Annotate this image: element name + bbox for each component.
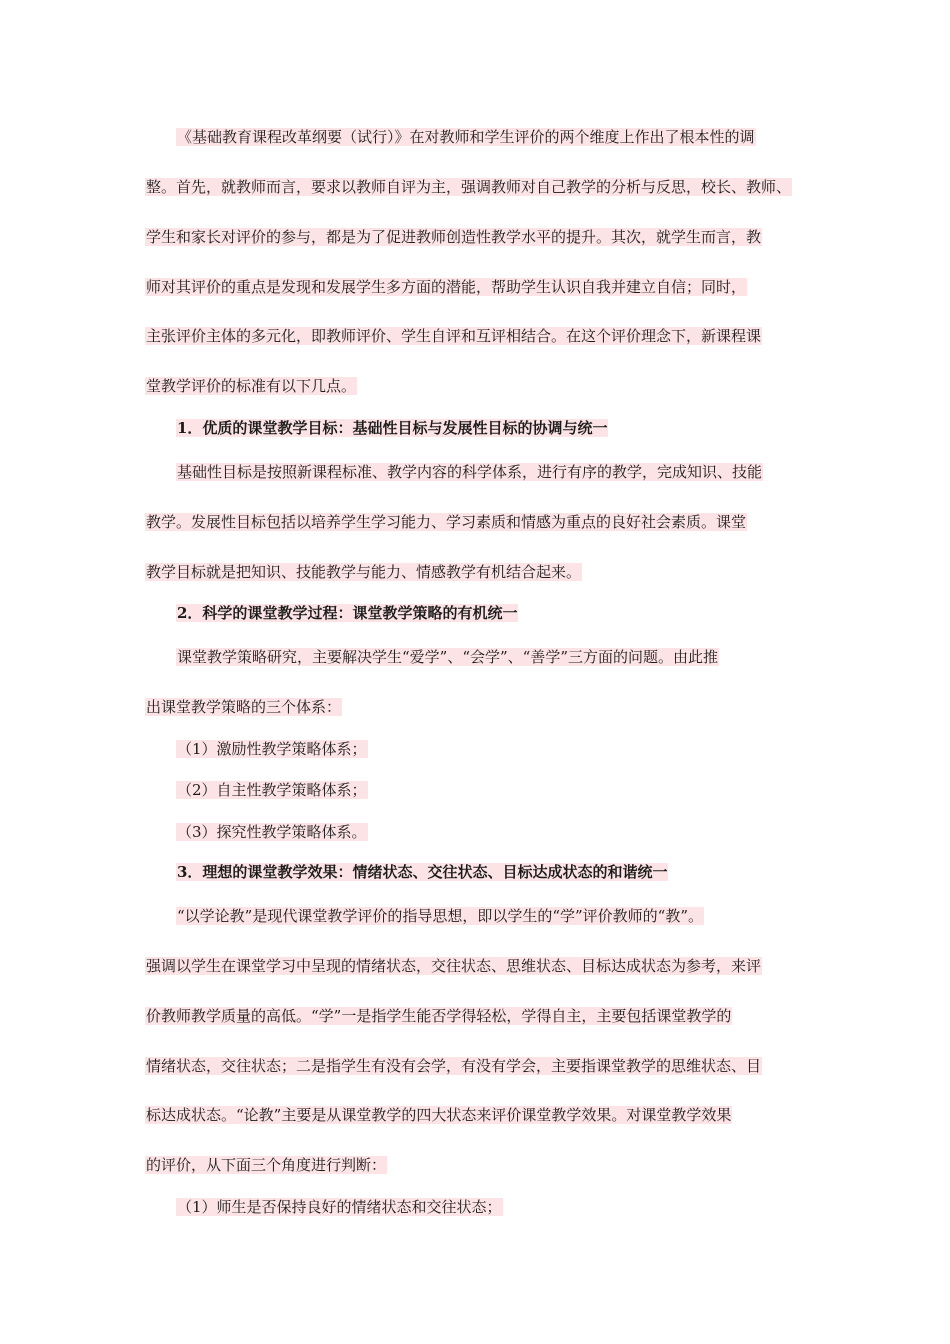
list-item: （2）自主性教学策略体系； [177, 781, 367, 799]
paragraph-line: 强调以学生在课堂学习中呈现的情绪状态，交往状态、思维状态、目标达成状态为参考，来评 [146, 957, 762, 975]
paragraph-line: 出课堂教学策略的三个体系： [146, 698, 342, 716]
list-item: （1）激励性教学策略体系； [177, 740, 367, 758]
paragraph-line: 师对其评价的重点是发现和发展学生多方面的潜能，帮助学生认识自我并建立自信；同时， [146, 278, 747, 296]
paragraph-line: 价教师教学质量的高低。“学”一是指学生能否学得轻松，学得自主，主要包括课堂教学的 [146, 1007, 732, 1025]
list-item: （1）师生是否保持良好的情绪状态和交往状态； [177, 1198, 502, 1216]
paragraph-line: 教学。发展性目标包括以培养学生学习能力、学习素质和情感为重点的良好社会素质。课堂 [146, 513, 747, 531]
section-heading: 3．理想的课堂教学效果：情绪状态、交往状态、目标达成状态的和谐统一 [177, 863, 668, 881]
section-heading: 2．科学的课堂教学过程：课堂教学策略的有机统一 [177, 604, 518, 622]
paragraph-line: “以学论教”是现代课堂教学评价的指导思想，即以学生的“学”评价教师的“教”。 [177, 907, 704, 925]
paragraph-line: 情绪状态，交往状态；二是指学生有没有会学，有没有学会，主要指课堂教学的思维状态、目 [146, 1057, 762, 1075]
section-heading: 1．优质的课堂教学目标：基础性目标与发展性目标的协调与统一 [177, 419, 608, 437]
list-item: （3）探究性教学策略体系。 [177, 823, 367, 841]
paragraph-line: 课堂教学策略研究，主要解决学生“爱学”、“会学”、“善学”三方面的问题。由此推 [177, 648, 719, 666]
paragraph-line: 标达成状态。“论教”主要是从课堂教学的四大状态来评价课堂教学效果。对课堂教学效果 [146, 1106, 732, 1124]
paragraph-line: 教学目标就是把知识、技能教学与能力、情感教学有机结合起来。 [146, 563, 582, 581]
paragraph-line: 堂教学评价的标准有以下几点。 [146, 377, 357, 395]
paragraph-line: 的评价，从下面三个角度进行判断： [146, 1156, 387, 1174]
paragraph-line: 《基础教育课程改革纲要（试行）》在对教师和学生评价的两个维度上作出了根本性的调 [177, 128, 755, 146]
paragraph-line: 整。首先，就教师而言，要求以教师自评为主，强调教师对自己教学的分析与反思，校长、教师、 [146, 178, 792, 196]
paragraph-line: 主张评价主体的多元化，即教师评价、学生自评和互评相结合。在这个评价理念下，新课程课 [146, 327, 762, 345]
paragraph-line: 基础性目标是按照新课程标准、教学内容的科学体系，进行有序的教学，完成知识、技能 [177, 463, 763, 481]
paragraph-line: 学生和家长对评价的参与，都是为了促进教师创造性教学水平的提升。其次，就学生而言，教 [146, 228, 762, 246]
